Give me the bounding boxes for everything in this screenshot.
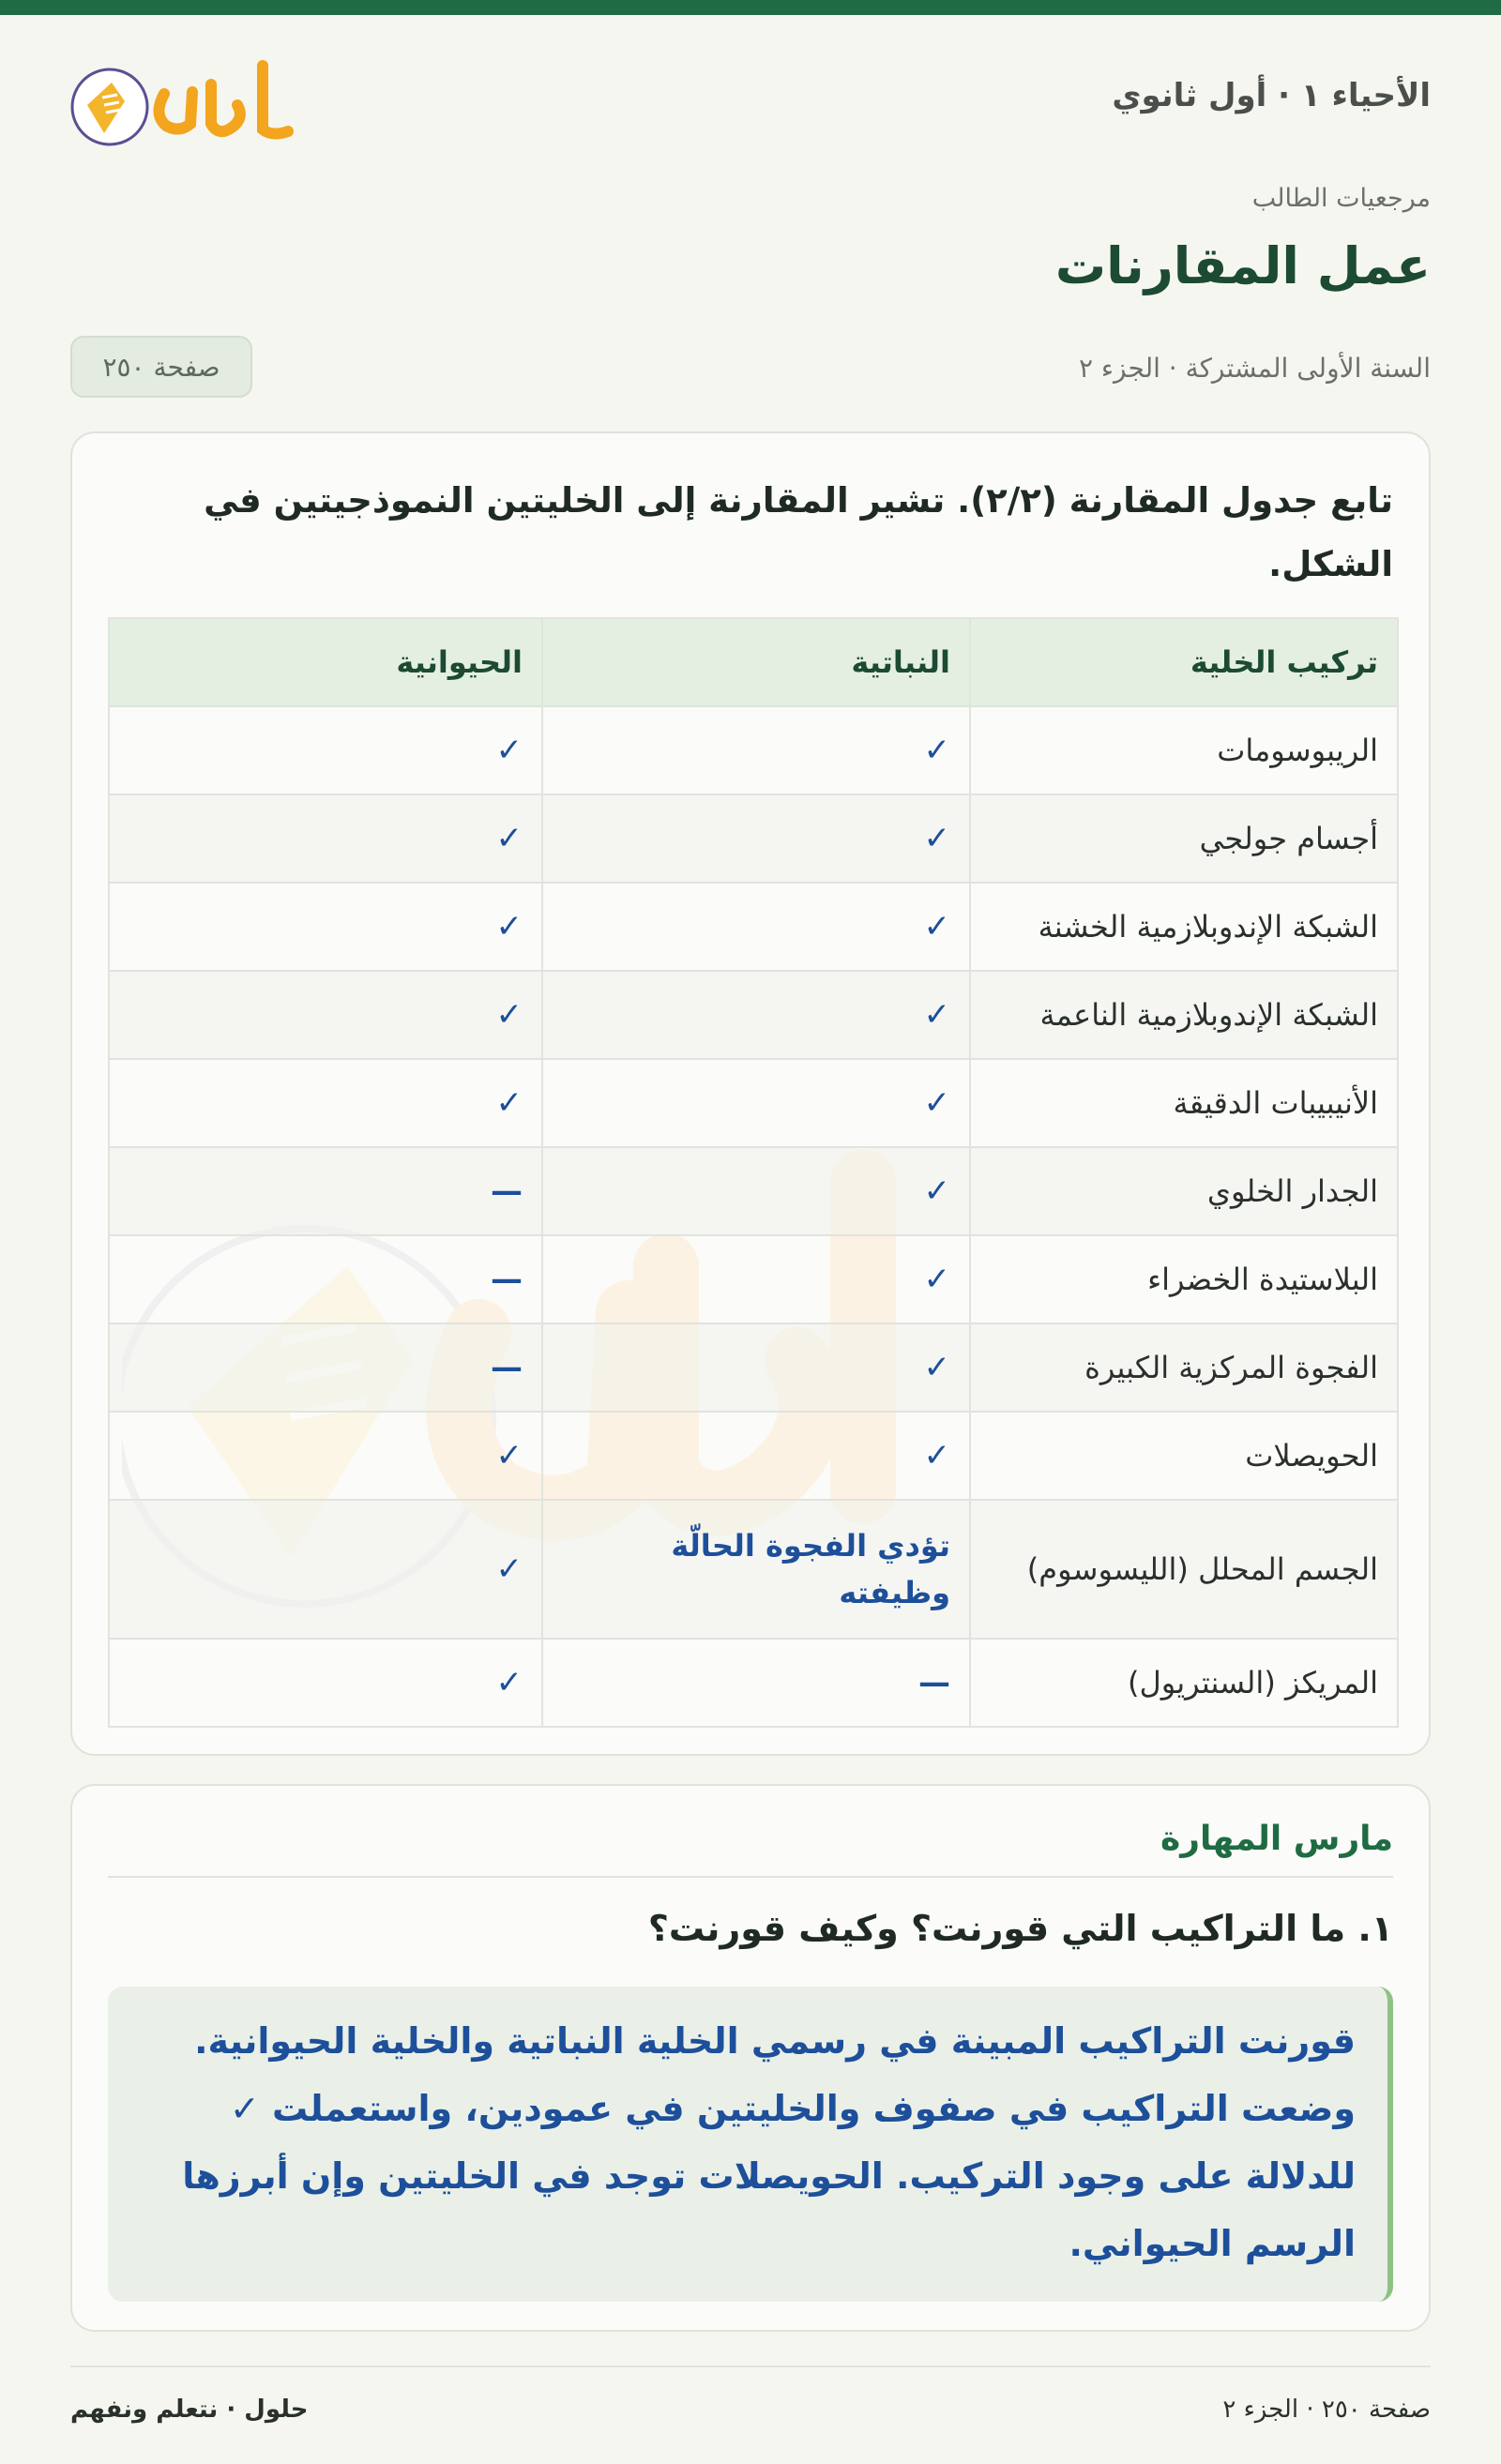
structure-cell: الريبوسومات: [970, 706, 1398, 794]
animal-cell: ✓: [109, 794, 542, 883]
structure-cell: البلاستيدة الخضراء: [970, 1235, 1398, 1323]
animal-cell: —: [109, 1147, 542, 1235]
animal-cell: —: [109, 1323, 542, 1412]
breadcrumb[interactable]: مرجعيات الطالب: [1251, 184, 1431, 213]
structure-cell: الأنيبيبات الدقيقة: [970, 1059, 1398, 1147]
skill-practice-card: [70, 1784, 1431, 2332]
plant-cell: —: [542, 1639, 970, 1727]
page-header: [70, 56, 1431, 150]
book-meta: السنة الأولى المشتركة · الجزء ٢: [1078, 353, 1431, 384]
table-row: [109, 1639, 1398, 1727]
section-divider: [108, 1876, 1393, 1878]
hulul-logo-icon[interactable]: [70, 56, 314, 150]
page-title: عمل المقارنات: [1054, 236, 1431, 295]
table-row: [109, 1412, 1398, 1500]
animal-cell: ✓: [109, 1412, 542, 1500]
animal-cell: ✓: [109, 883, 542, 971]
top-accent-bar: [0, 0, 1501, 15]
table-row: [109, 1500, 1398, 1639]
structure-cell: الشبكة الإندوبلازمية الناعمة: [970, 971, 1398, 1059]
structure-cell: أجسام جولجي: [970, 794, 1398, 883]
page-number-badge: صفحة ٢٥٠: [70, 336, 252, 398]
plant-cell: ✓: [542, 794, 970, 883]
skill-section-title: مارس المهارة: [1160, 1820, 1393, 1858]
footer-brand: حلول · نتعلم ونفهم: [70, 2396, 309, 2424]
animal-cell: ✓: [109, 1639, 542, 1727]
table-row: [109, 1059, 1398, 1147]
plant-cell: ✓: [542, 1235, 970, 1323]
structure-cell: الشبكة الإندوبلازمية الخشنة: [970, 883, 1398, 971]
table-row: [109, 794, 1398, 883]
animal-cell: ✓: [109, 1500, 542, 1639]
footer-divider: [70, 2366, 1431, 2367]
plant-cell: ✓: [542, 971, 970, 1059]
footer-page-info: صفحة ٢٥٠ · الجزء ٢: [1222, 2396, 1431, 2424]
plant-cell: ✓: [542, 1323, 970, 1412]
plant-cell-note: تؤدي الفجوة الحالّة وظيفته: [542, 1500, 970, 1639]
plant-cell: ✓: [542, 1412, 970, 1500]
subject-label: الأحياء ١ · أول ثانوي: [1112, 77, 1431, 114]
column-header-structure: تركيب الخلية: [970, 618, 1398, 706]
table-row: [109, 971, 1398, 1059]
animal-cell: ✓: [109, 706, 542, 794]
structure-cell: الحويصلات: [970, 1412, 1398, 1500]
plant-cell: ✓: [542, 1147, 970, 1235]
structure-cell: الفجوة المركزية الكبيرة: [970, 1323, 1398, 1412]
table-header-row: [109, 618, 1398, 706]
table-row: [109, 883, 1398, 971]
structure-cell: الجدار الخلوي: [970, 1147, 1398, 1235]
table-row: [109, 706, 1398, 794]
comparison-card: [70, 431, 1431, 1756]
answer-box: [108, 1987, 1393, 2302]
structure-cell: المريكز (السنتريول): [970, 1639, 1398, 1727]
column-header-plant: النباتية: [542, 618, 970, 706]
animal-cell: —: [109, 1235, 542, 1323]
animal-cell: ✓: [109, 1059, 542, 1147]
structure-cell: الجسم المحلل (الليسوسوم): [970, 1500, 1398, 1639]
intro-text: تابع جدول المقارنة (٢/٢). تشير المقارنة إلى الخليتين النموذجيتين في الشكل.: [204, 480, 1393, 584]
question-text: ١. ما التراكيب التي قورنت؟ وكيف قورنت؟: [647, 1908, 1393, 1949]
table-row: [109, 1235, 1398, 1323]
comparison-table: [108, 617, 1399, 1728]
column-header-animal: الحيوانية: [109, 618, 542, 706]
table-row: [109, 1147, 1398, 1235]
plant-cell: ✓: [542, 1059, 970, 1147]
animal-cell: ✓: [109, 971, 542, 1059]
answer-text: قورنت التراكيب المبينة في رسمي الخلية النباتية والخلية الحيوانية. وضعت التراكيب في صفوف والخليتين في عمودين، واستعملت ✓ للدلالة على وجود التركيب. الحويصلات توجد في الخليتين وإن أبرزها الرسم الحيواني.: [182, 2020, 1356, 2264]
plant-cell: ✓: [542, 706, 970, 794]
table-row: [109, 1323, 1398, 1412]
plant-cell: ✓: [542, 883, 970, 971]
